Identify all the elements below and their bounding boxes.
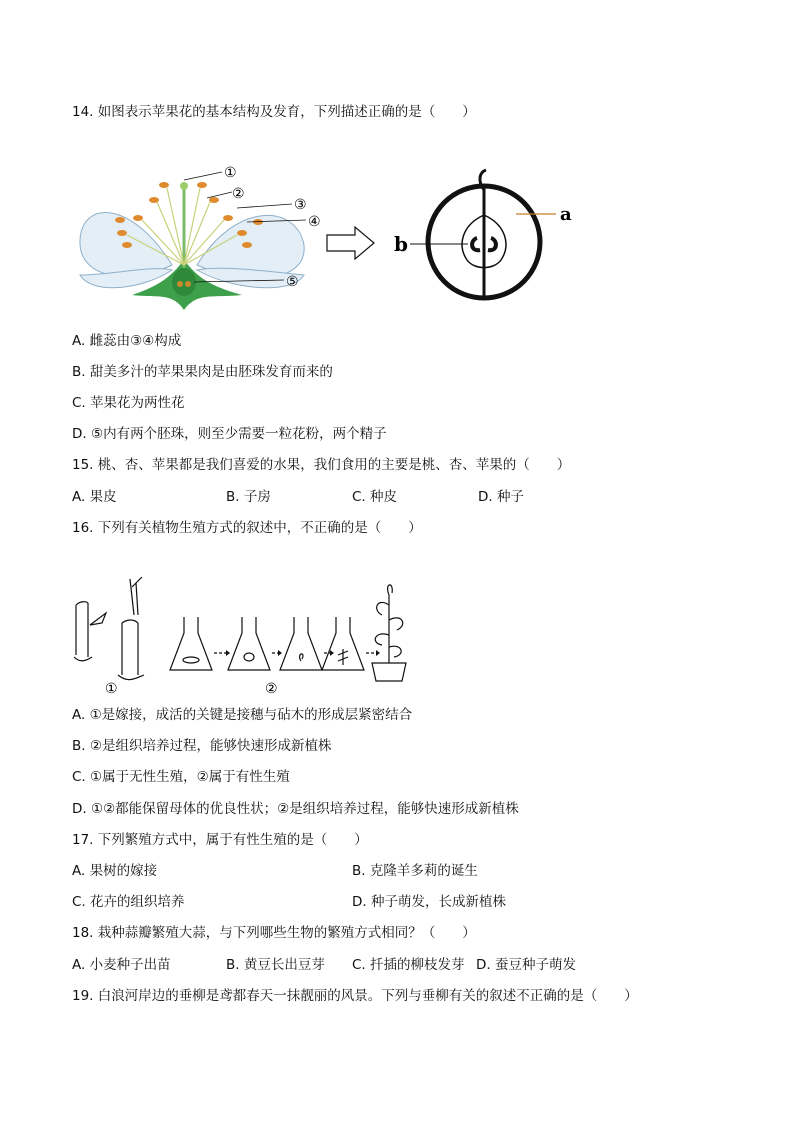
label-4: ④: [308, 214, 321, 230]
q17-option-d: D. 种子萌发，长成新植株: [352, 894, 506, 910]
q18-option-c: C. 扦插的柳枝发芽: [352, 957, 465, 973]
label-2: ②: [232, 186, 245, 202]
q18-option-d: D. 蚕豆种子萌发: [476, 957, 576, 973]
flower-ovary: [172, 268, 196, 296]
label-1: ①: [105, 681, 118, 697]
apple-section: [428, 170, 540, 298]
q16-stem: 16. 下列有关植物生殖方式的叙述中，不正确的是（ ）: [72, 520, 422, 536]
q14-flower-figure: [72, 160, 592, 320]
q16-option-b: B. ②是组织培养过程，能够快速形成新植株: [72, 738, 332, 754]
label-5: ⑤: [286, 274, 299, 290]
q15-stem: 15. 桃、杏、苹果都是我们喜爱的水果，我们食用的主要是桃、杏、苹果的（ ）: [72, 457, 571, 473]
arrow-icon: [327, 227, 374, 259]
label-1: ①: [224, 165, 237, 181]
q17-option-c: C. 花卉的组织培养: [72, 894, 185, 910]
q14-option-a: A. 雌蕊由③④构成: [72, 333, 182, 349]
q15-option-c: C. 种皮: [352, 489, 398, 505]
q14-stem: 14. 如图表示苹果花的基本结构及发育，下列描述正确的是（ ）: [72, 104, 476, 120]
q14-option-d: D. ⑤内有两个胚珠，则至少需要一粒花粉，两个精子: [72, 426, 387, 442]
q17-option-a: A. 果树的嫁接: [72, 863, 158, 879]
q18-option-a: A. 小麦种子出苗: [72, 957, 171, 973]
q16-option-c: C. ①属于无性生殖，②属于有性生殖: [72, 769, 290, 785]
q15-option-b: B. 子房: [226, 489, 271, 505]
q17-option-b: B. 克隆羊多莉的诞生: [352, 863, 478, 879]
q19-stem: 19. 白浪河岸边的垂柳是鸢都春天一抹靓丽的风景。下列与垂柳有关的叙述不正确的是（ ）: [72, 988, 638, 1004]
q16-reproduction-figure: [72, 575, 417, 700]
q14-option-c: C. 苹果花为两性花: [72, 395, 185, 411]
q14-option-b: B. 甜美多汁的苹果果肉是由胚珠发育而来的: [72, 364, 333, 380]
q18-stem: 18. 栽种蒜瓣繁殖大蒜，与下列哪些生物的繁殖方式相同？（ ）: [72, 925, 476, 941]
q15-option-a: A. 果皮: [72, 489, 117, 505]
q15-option-d: D. 种子: [478, 489, 524, 505]
q16-option-d: D. ①②都能保留母体的优良性状；②是组织培养过程，能够快速形成新植株: [72, 801, 519, 817]
label-3: ③: [294, 197, 307, 213]
q17-stem: 17. 下列繁殖方式中，属于有性生殖的是（ ）: [72, 832, 368, 848]
label-a: a: [560, 204, 572, 225]
label-b: b: [394, 232, 408, 256]
q18-option-b: B. 黄豆长出豆芽: [226, 957, 325, 973]
q16-option-a: A. ①是嫁接，成活的关键是接穗与砧木的形成层紧密结合: [72, 707, 413, 723]
label-2: ②: [265, 681, 278, 697]
